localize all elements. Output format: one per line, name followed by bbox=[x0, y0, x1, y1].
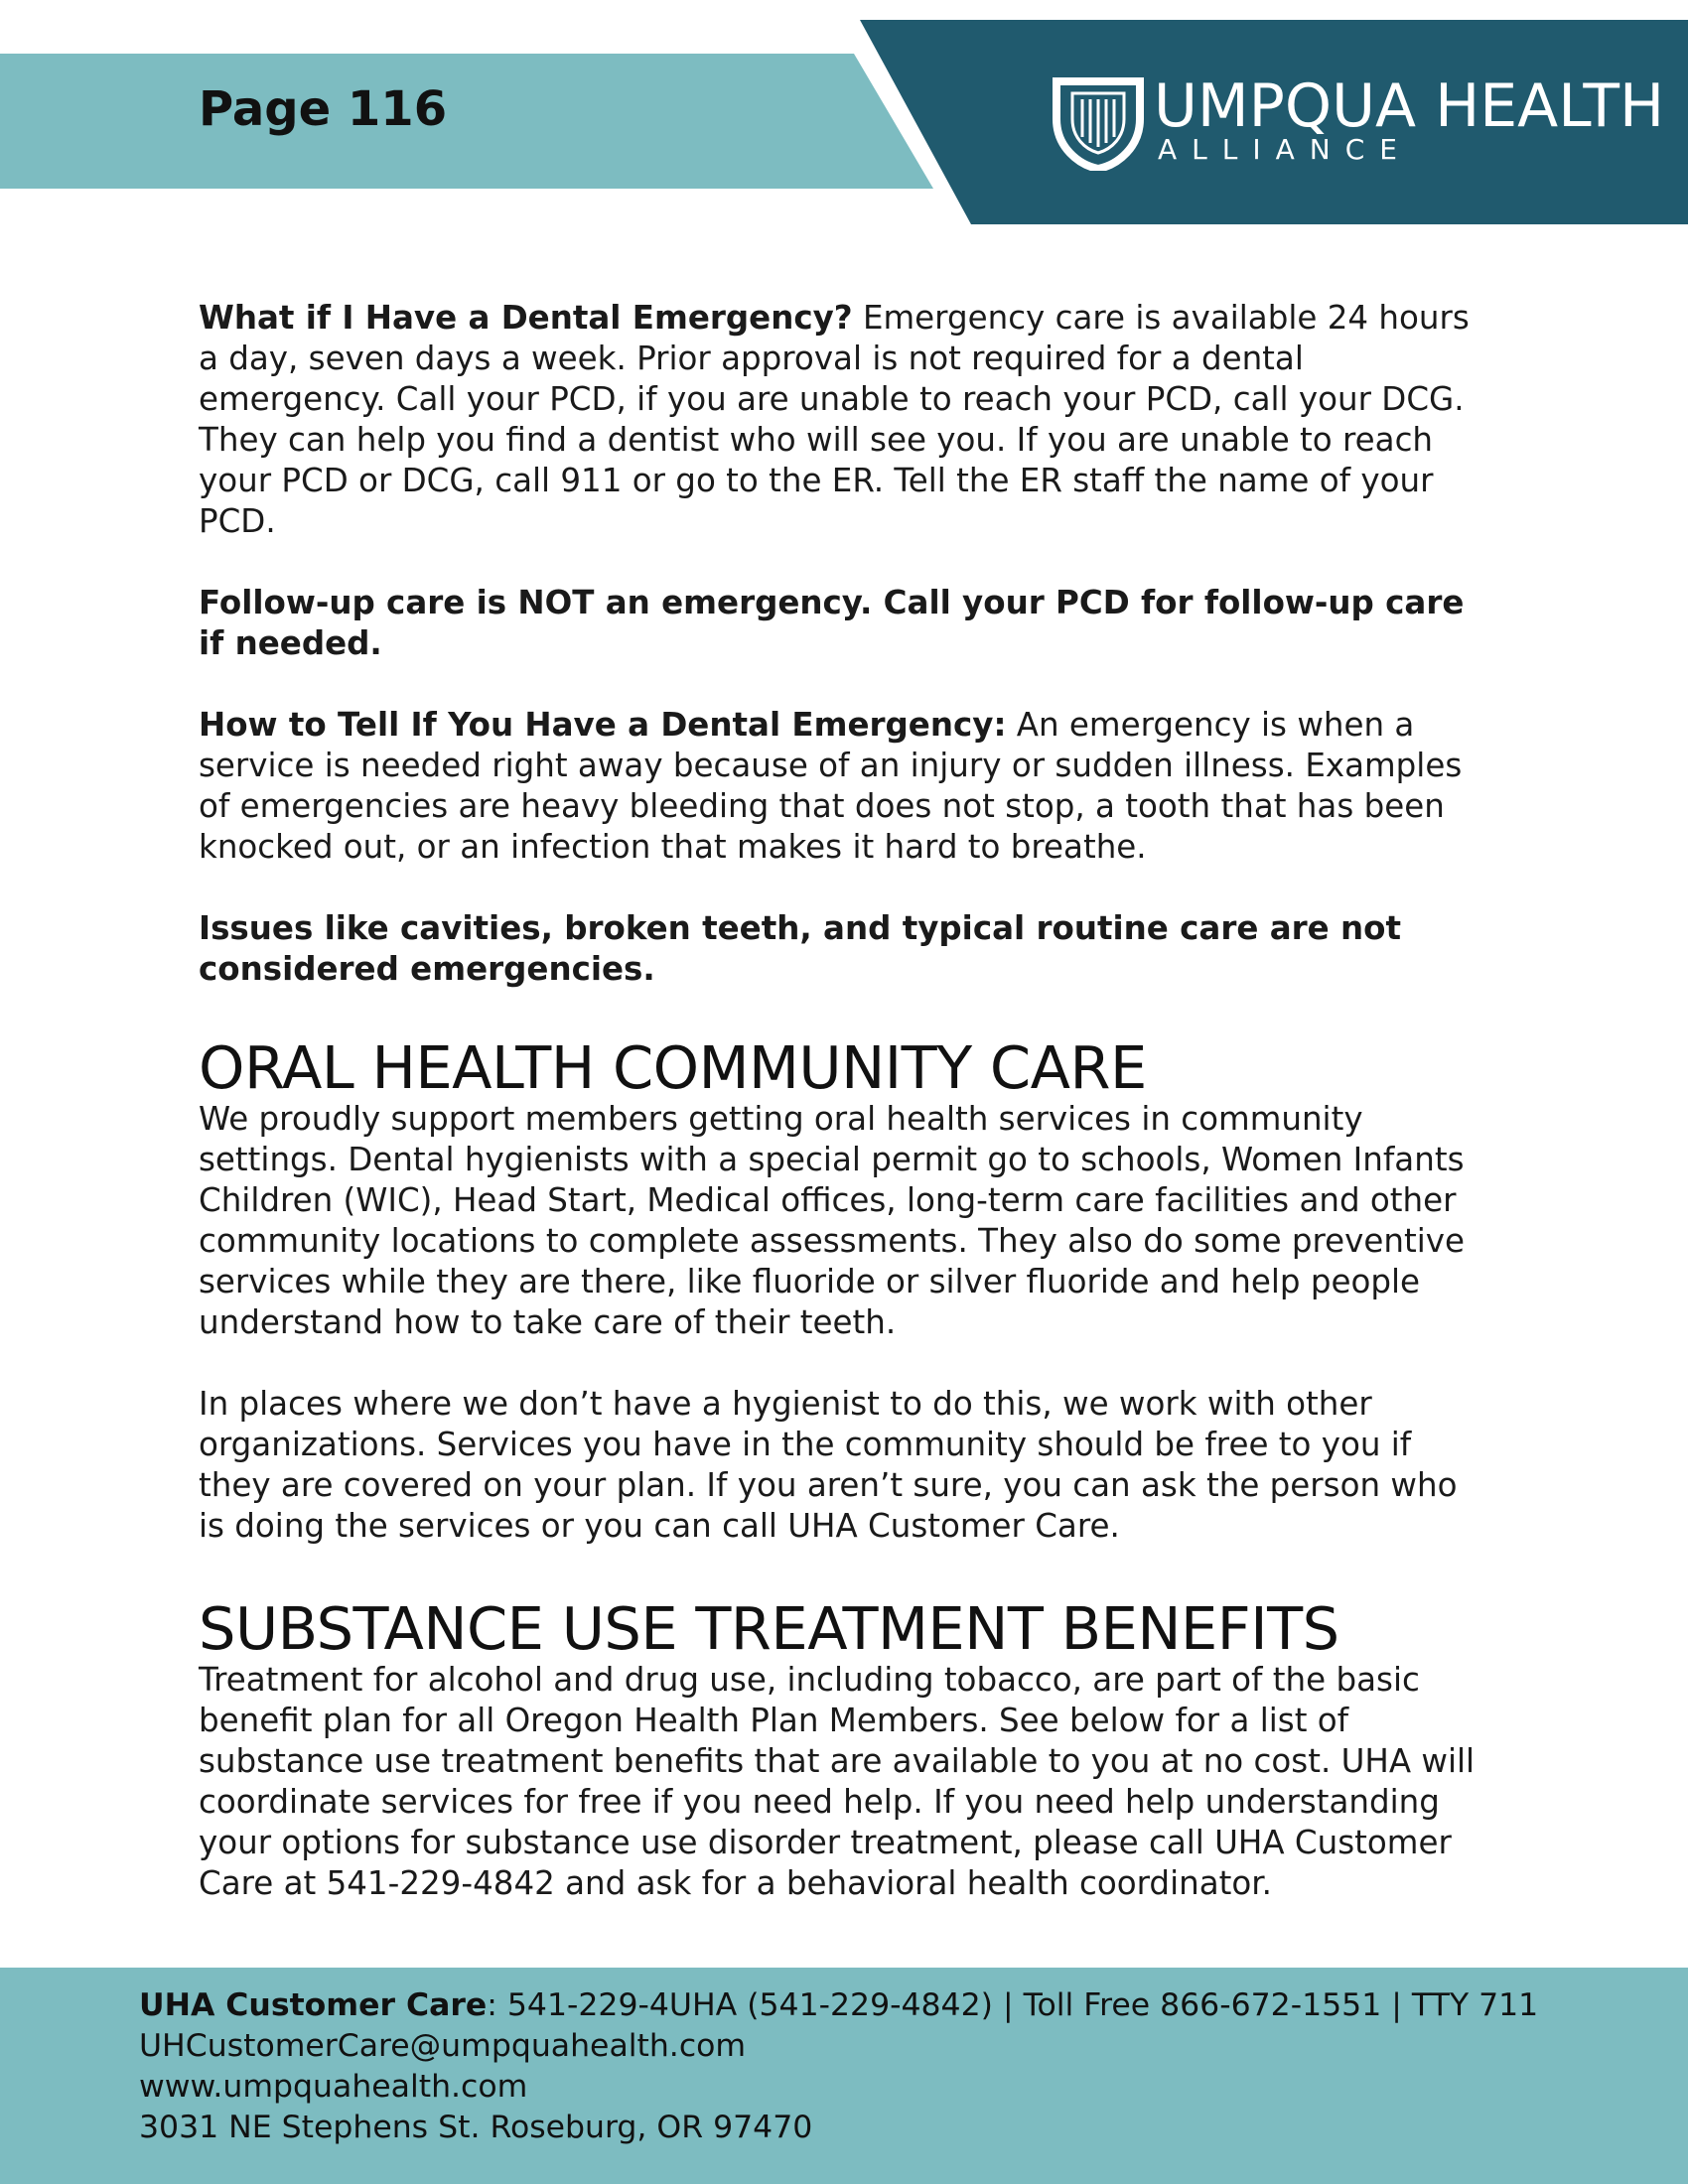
how-to-tell-paragraph bbox=[199, 705, 1489, 868]
header-band bbox=[0, 54, 933, 189]
footer-contact bbox=[139, 1985, 1538, 2148]
dental-emergency-paragraph bbox=[199, 298, 1489, 542]
dental-emergency-heading: What if I Have a Dental Emergency? bbox=[199, 299, 853, 337]
substance-use-paragraph: Treatment for alcohol and drug use, including tobacco, are part of the basic benefit plan for all Oregon Health Plan Members. See below for a list of substance use treatment benefits that are available to you at no cost. UHA will coordinate services for free if you need help. If you need help understanding your options for substance use disorder treatment, please call UHA Customer Care at 541-229-4842 and ask for a behavioral health coordinator. bbox=[199, 1661, 1476, 1902]
footer-phone-line bbox=[139, 1985, 1538, 2026]
substance-use-title: SUBSTANCE USE TREATMENT BENEFITS bbox=[199, 1594, 1339, 1663]
oral-health-title: ORAL HEALTH COMMUNITY CARE bbox=[199, 1033, 1147, 1102]
footer-email[interactable]: UHCustomerCare@umpquahealth.com bbox=[139, 2028, 747, 2064]
oral-health-paragraph-2: In places where we don’t have a hygienist to do this, we work with other organizations. Services you have in the community should be free to you if they are covered on your plan. If you aren’t sure, you can ask the person who is doing the services or you can call UHA Customer Care. bbox=[199, 1385, 1458, 1545]
how-to-tell-body: An emergency is when a service is needed right away because of an injury or sudden illness. Examples of emergencies are heavy bleeding that does not stop, a tooth that has been knocked out, or an infection that makes it hard to breathe. bbox=[199, 706, 1463, 866]
footer-address: 3031 NE Stephens St. Roseburg, OR 97470 bbox=[139, 2110, 813, 2145]
footer bbox=[0, 1968, 1688, 2184]
followup-note: Follow-up care is NOT an emergency. Call your PCD for follow-up care if needed. bbox=[199, 584, 1465, 662]
oral-health-paragraph-1: We proudly support members getting oral health services in community settings. Dental hygienists with a special permit go to schools, Women Infants Children (WIC), Head Start, Medical offices, long-term care facilities and other community locations to complete assessments. They also do some preventive services while they are there, like fluoride or silver fluoride and help people understand how to take care of their teeth. bbox=[199, 1100, 1465, 1341]
footer-website[interactable]: www.umpquahealth.com bbox=[139, 2069, 528, 2105]
page-content bbox=[199, 298, 1489, 1945]
how-to-tell-heading: How to Tell If You Have a Dental Emergency: bbox=[199, 706, 1007, 744]
logo-title: UMPQUA HEALTH bbox=[1154, 71, 1665, 141]
page-number: Page 116 bbox=[199, 81, 448, 137]
footer-label: UHA Customer Care bbox=[139, 1987, 488, 2023]
dental-emergency-body: Emergency care is available 24 hours a day, seven days a week. Prior approval is not required for a dental emergency. Call your PCD, if you are unable to reach your PCD, call your DCG. They can help you find a dentist who will see you. If you are unable to reach your PCD or DCG, call 911 or go to the ER. Tell the ER staff the name of your PCD. bbox=[199, 299, 1470, 540]
not-emergency-note: Issues like cavities, broken teeth, and typical routine care are not considered emergencies. bbox=[199, 909, 1402, 988]
footer-phones: : 541-229-4UHA (541-229-4842) | Toll Free 866-672-1551 | TTY 711 bbox=[487, 1987, 1539, 2023]
shield-logo-icon bbox=[1049, 71, 1148, 171]
logo-subtitle: ALLIANCE bbox=[1158, 133, 1412, 166]
umpqua-health-logo bbox=[1049, 71, 1665, 171]
